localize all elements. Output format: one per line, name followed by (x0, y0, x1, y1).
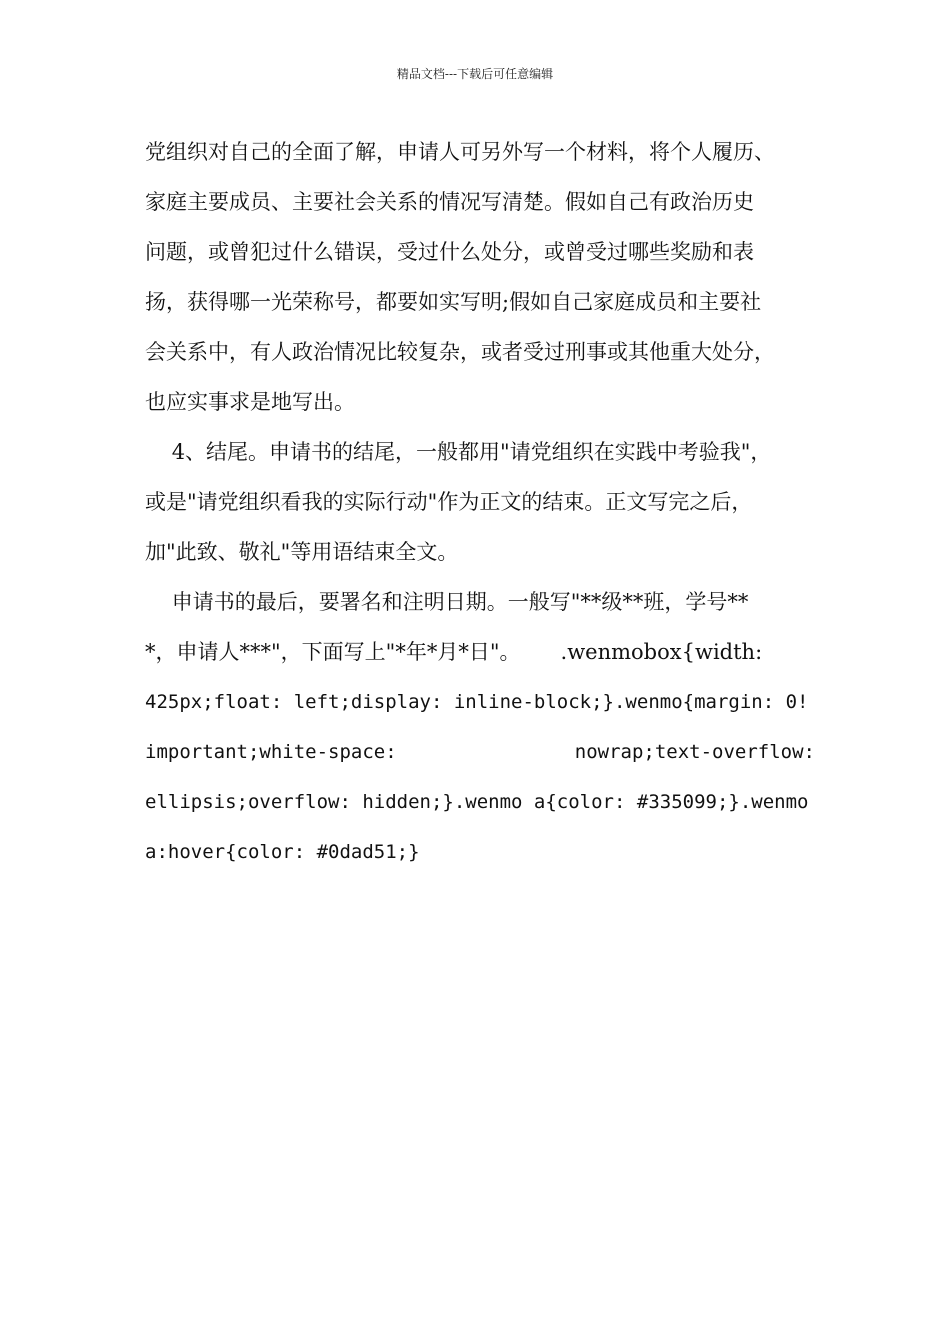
page-header: 精品文档---下载后可任意编辑 (396, 67, 554, 81)
code-text-line: ellipsis;overflow: hidden;}.wenmo a{color: #335099;}.wenmo (145, 791, 809, 813)
text-line: 申请书的最后，要署名和注明日期。一般写"**级**班，学号** (145, 590, 749, 614)
text-line: 加"此致、敬礼"等用语结束全文。 (145, 540, 459, 564)
document-body (145, 127, 815, 877)
code-text-left: important;white-space: (145, 741, 397, 763)
text-line: 问题，或曾犯过什么错误，受过什么处分，或曾受过哪些奖励和表 (145, 240, 754, 264)
code-text-line-split (145, 727, 815, 777)
text-line: 会关系中，有人政治情况比较复杂，或者受过刑事或其他重大处分， (145, 340, 775, 364)
text-line: 党组织对自己的全面了解，申请人可另外写一个材料，将个人履历、 (145, 140, 775, 164)
text-line: 也应实事求是地写出。 (145, 390, 355, 414)
text-line: 扬，获得哪一光荣称号，都要如实写明;假如自己家庭成员和主要社 (145, 290, 762, 314)
code-text-right: nowrap;text-overflow: (574, 741, 815, 763)
code-text-line: 425px;float: left;display: inline-block;}.wenmo{margin: 0! (145, 691, 809, 713)
text-line: 或是"请党组织看我的实际行动"作为正文的结束。正文写完之后， (145, 490, 753, 514)
text-line: 家庭主要成员、主要社会关系的情况写清楚。假如自己有政治历史 (145, 190, 754, 214)
code-text-line: a:hover{color: #0dad51;} (145, 841, 420, 863)
text-line: 4、结尾。申请书的结尾，一般都用"请党组织在实践中考验我"， (145, 440, 772, 464)
text-line: *，申请人***"，下面写上"*年*月*日"。 .wenmobox{width: (145, 640, 763, 664)
